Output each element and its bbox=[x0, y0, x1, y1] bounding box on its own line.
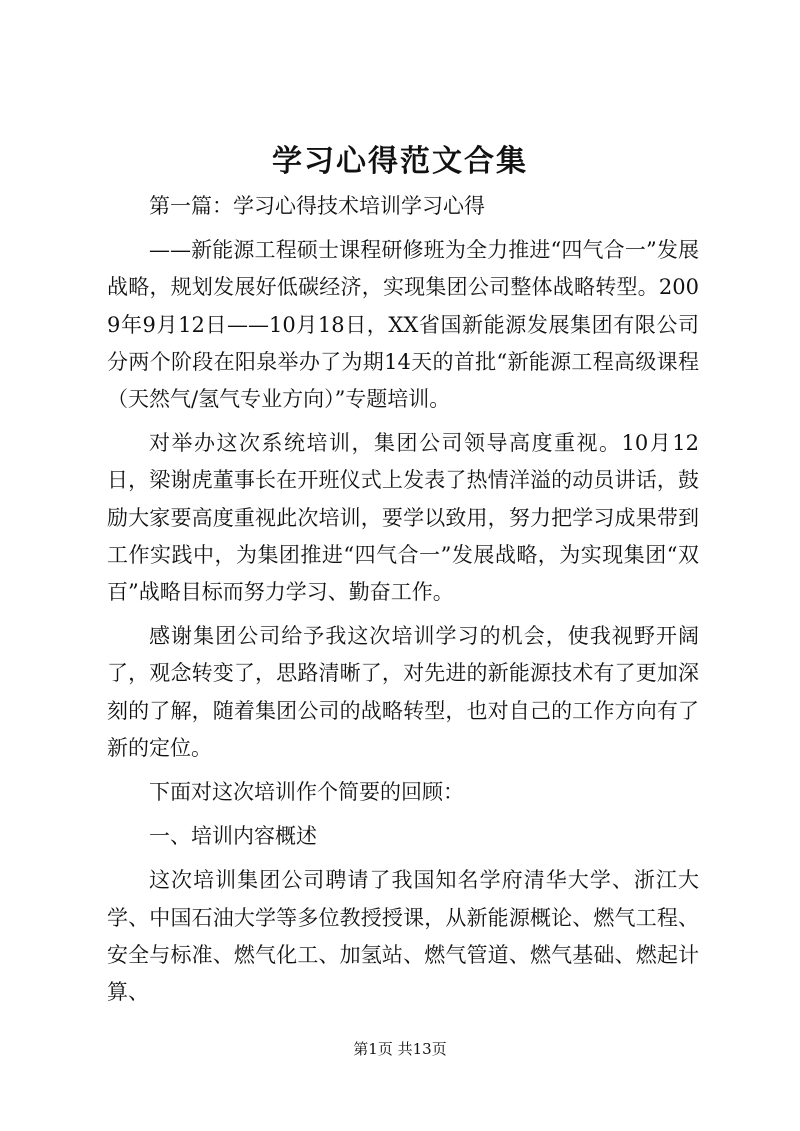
page-number-footer: 第1页 共13页 bbox=[353, 1040, 447, 1058]
paragraph-training-content: 这次培训集团公司聘请了我国知名学府清华大学、浙江大学、中国石油大学等多位教授授课，从新能源概论、燃气工程、安全与标准、燃气化工、加氢站、燃气管道、燃气基础、燃起计算、 bbox=[107, 868, 699, 1005]
document-body bbox=[107, 188, 699, 1018]
paragraph-review-intro: 下面对这次培训作个简要的回顾： bbox=[149, 780, 464, 805]
document-title: 学习心得范文合集 bbox=[272, 144, 528, 179]
paragraph-section-heading: 第一篇：学习心得技术培训学习心得 bbox=[149, 194, 485, 218]
paragraph-subheading: 一、培训内容概述 bbox=[149, 824, 317, 849]
paragraph-leadership: 对举办这次系统培训，集团公司领导高度重视。10月12日，梁谢虎董事长在开班仪式上发表了热情洋溢的动员讲话，鼓励大家要高度重视此次培训，要学以致用，努力把学习成果带到工作实践中，为集团推进“四气合一”发展战略，为实现集团“双百”战略目标而努力学习、勤奋工作。 bbox=[107, 431, 699, 605]
paragraph-gratitude: 感谢集团公司给予我这次培训学习的机会，使我视野开阔了，观念转变了，思路清晰了，对先进的新能源技术有了更加深刻的了解，随着集团公司的战略转型，也对自己的工作方向有了新的定位。 bbox=[107, 624, 699, 760]
paragraph-intro: ——新能源工程硕士课程研修班为全力推进“四气合一”发展战略，规划发展好低碳经济，实现集团公司整体战略转型。2009年9月12日——10月18日，XX省国新能源发展集团有限公司分两个阶段在阳泉举办了为期14天的首批“新能源工程高级课程（天然气/氢气专业方向）”专题培训。 bbox=[107, 238, 699, 412]
